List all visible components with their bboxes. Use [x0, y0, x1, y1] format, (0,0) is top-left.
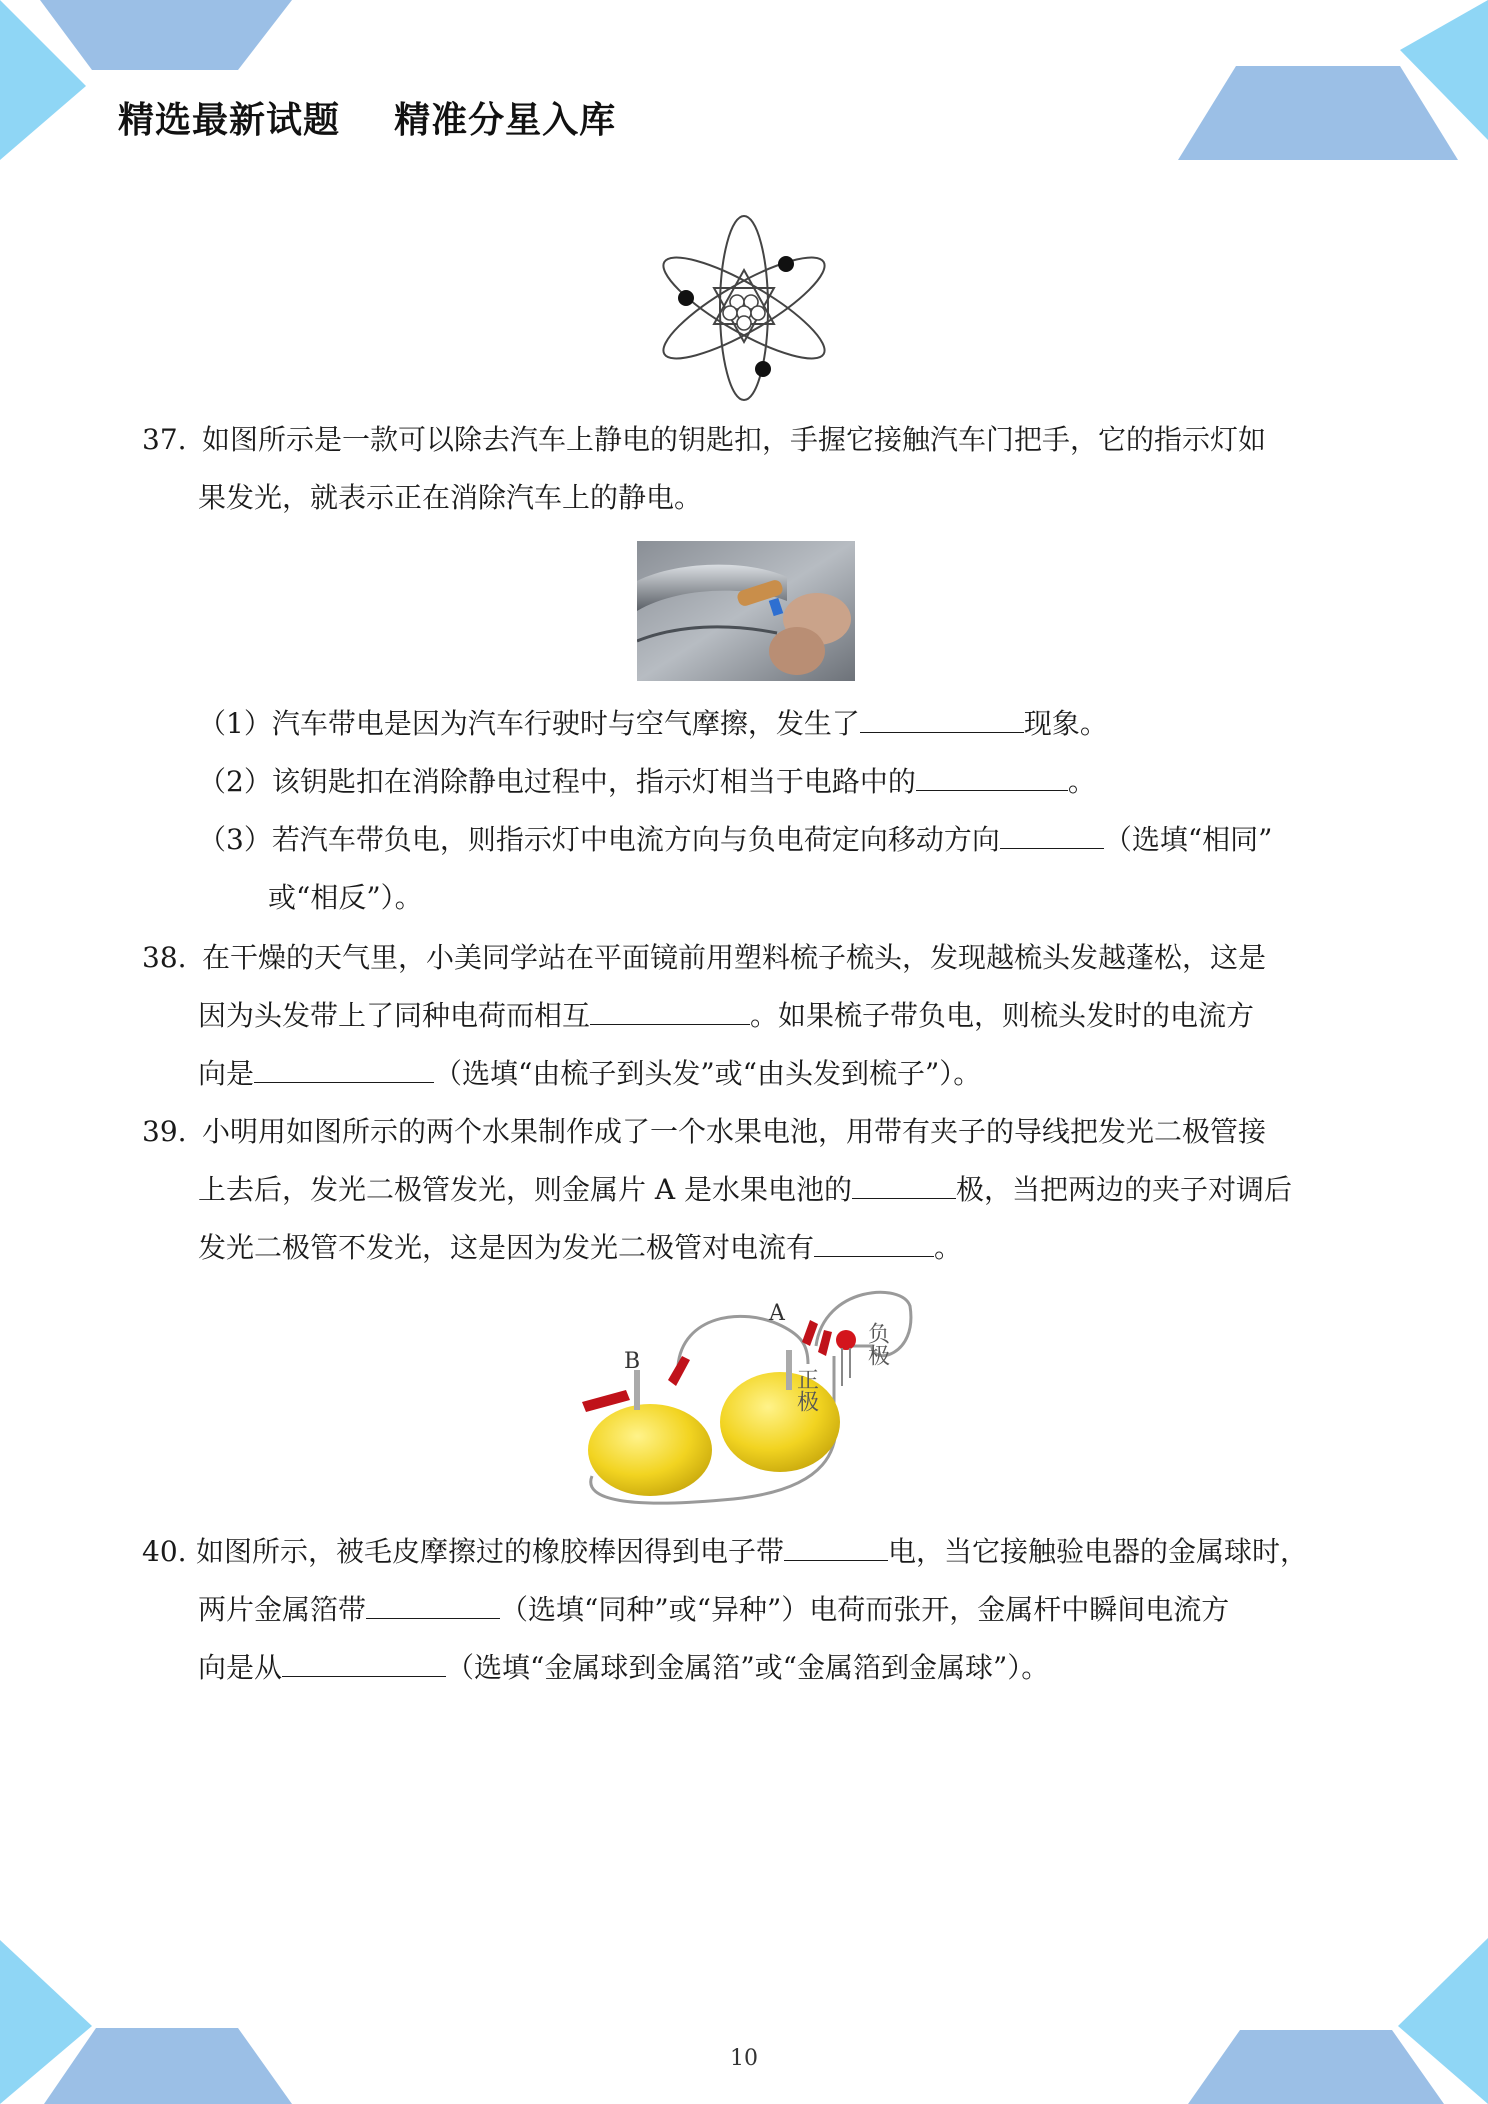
q37-sub3-line2: 或“相反”）。 — [268, 881, 423, 914]
q37-sub2: （2）该钥匙扣在消除静电过程中，指示灯相当于电路中的 。 — [198, 765, 1096, 798]
top-left-trapezoid — [40, 0, 292, 70]
q40-line3: 向是从 （选填“金属球到金属箔”或“金属箔到金属球”）。 — [198, 1651, 1050, 1684]
question-number: 37. — [142, 423, 187, 456]
header-title: 精选最新试题 精准分星入库 — [118, 100, 617, 141]
answer-blank[interactable] — [254, 1056, 434, 1083]
keychain-photo — [637, 541, 855, 681]
q37-line1: 37. 如图所示是一款可以除去汽车上静电的钥匙扣，手握它接触汽车门把手，它的指示灯如 — [142, 420, 1266, 460]
answer-blank[interactable] — [1000, 822, 1104, 849]
metal-sheet-b — [634, 1370, 640, 1410]
atom-figure — [656, 212, 832, 404]
answer-blank[interactable] — [916, 764, 1068, 791]
label-negative: 负极 — [864, 1322, 890, 1366]
answer-blank[interactable] — [860, 706, 1024, 733]
electron — [778, 256, 794, 272]
fruit-battery-figure — [572, 1286, 916, 1508]
q39-line3: 发光二极管不发光，这是因为发光二极管对电流有 。 — [198, 1231, 963, 1264]
answer-blank[interactable] — [852, 1172, 956, 1199]
page-number: 10 — [730, 2046, 758, 2071]
q40-line1: 40. 如图所示，被毛皮摩擦过的橡胶棒因得到电子带 电，当它接触验电器的金属球时， — [142, 1532, 1308, 1572]
q37-sub3: （3）若汽车带负电，则指示灯中电流方向与负电荷定向移动方向 （选填“相同” — [198, 823, 1273, 856]
lemon-right — [720, 1372, 840, 1472]
q40-line2: 两片金属箔带 （选填“同种”或“异种”）电荷而张开，金属杆中瞬间电流方 — [198, 1593, 1230, 1626]
q37-line2: 果发光，就表示正在消除汽车上的静电。 — [198, 481, 703, 514]
q38-line3: 向是 （选填“由梳子到头发”或“由头发到梳子”）。 — [198, 1057, 982, 1090]
q38-line2: 因为头发带上了同种电荷而相互 。如果梳子带负电，则梳头发时的电流方 — [198, 999, 1255, 1032]
led — [836, 1330, 856, 1350]
lemon-left — [588, 1404, 712, 1496]
top-right-trapezoid — [1178, 66, 1458, 160]
answer-blank[interactable] — [590, 998, 750, 1025]
q39-line1: 39. 小明用如图所示的两个水果制作成了一个水果电池，用带有夹子的导线把发光二极管接 — [142, 1112, 1266, 1152]
electron — [755, 361, 771, 377]
answer-blank[interactable] — [282, 1650, 446, 1677]
answer-blank[interactable] — [814, 1230, 934, 1257]
question-number: 40. — [142, 1535, 187, 1568]
answer-blank[interactable] — [784, 1534, 888, 1561]
question-number: 39. — [142, 1115, 187, 1148]
q39-line2: 上去后，发光二极管发光，则金属片 A 是水果电池的 极，当把两边的夹子对调后 — [198, 1173, 1293, 1206]
q38-line1: 38. 在干燥的天气里，小美同学站在平面镜前用塑料梳子梳头，发现越梳头发越蓬松，这是 — [142, 938, 1266, 978]
question-number: 38. — [142, 941, 187, 974]
electron — [678, 290, 694, 306]
q37-sub1: （1）汽车带电是因为汽车行驶时与空气摩擦，发生了 现象。 — [198, 707, 1108, 740]
label-positive: 正极 — [793, 1368, 819, 1412]
label-a: A — [769, 1301, 785, 1326]
label-b: B — [624, 1349, 641, 1374]
metal-sheet-a — [786, 1350, 792, 1390]
answer-blank[interactable] — [366, 1592, 500, 1619]
